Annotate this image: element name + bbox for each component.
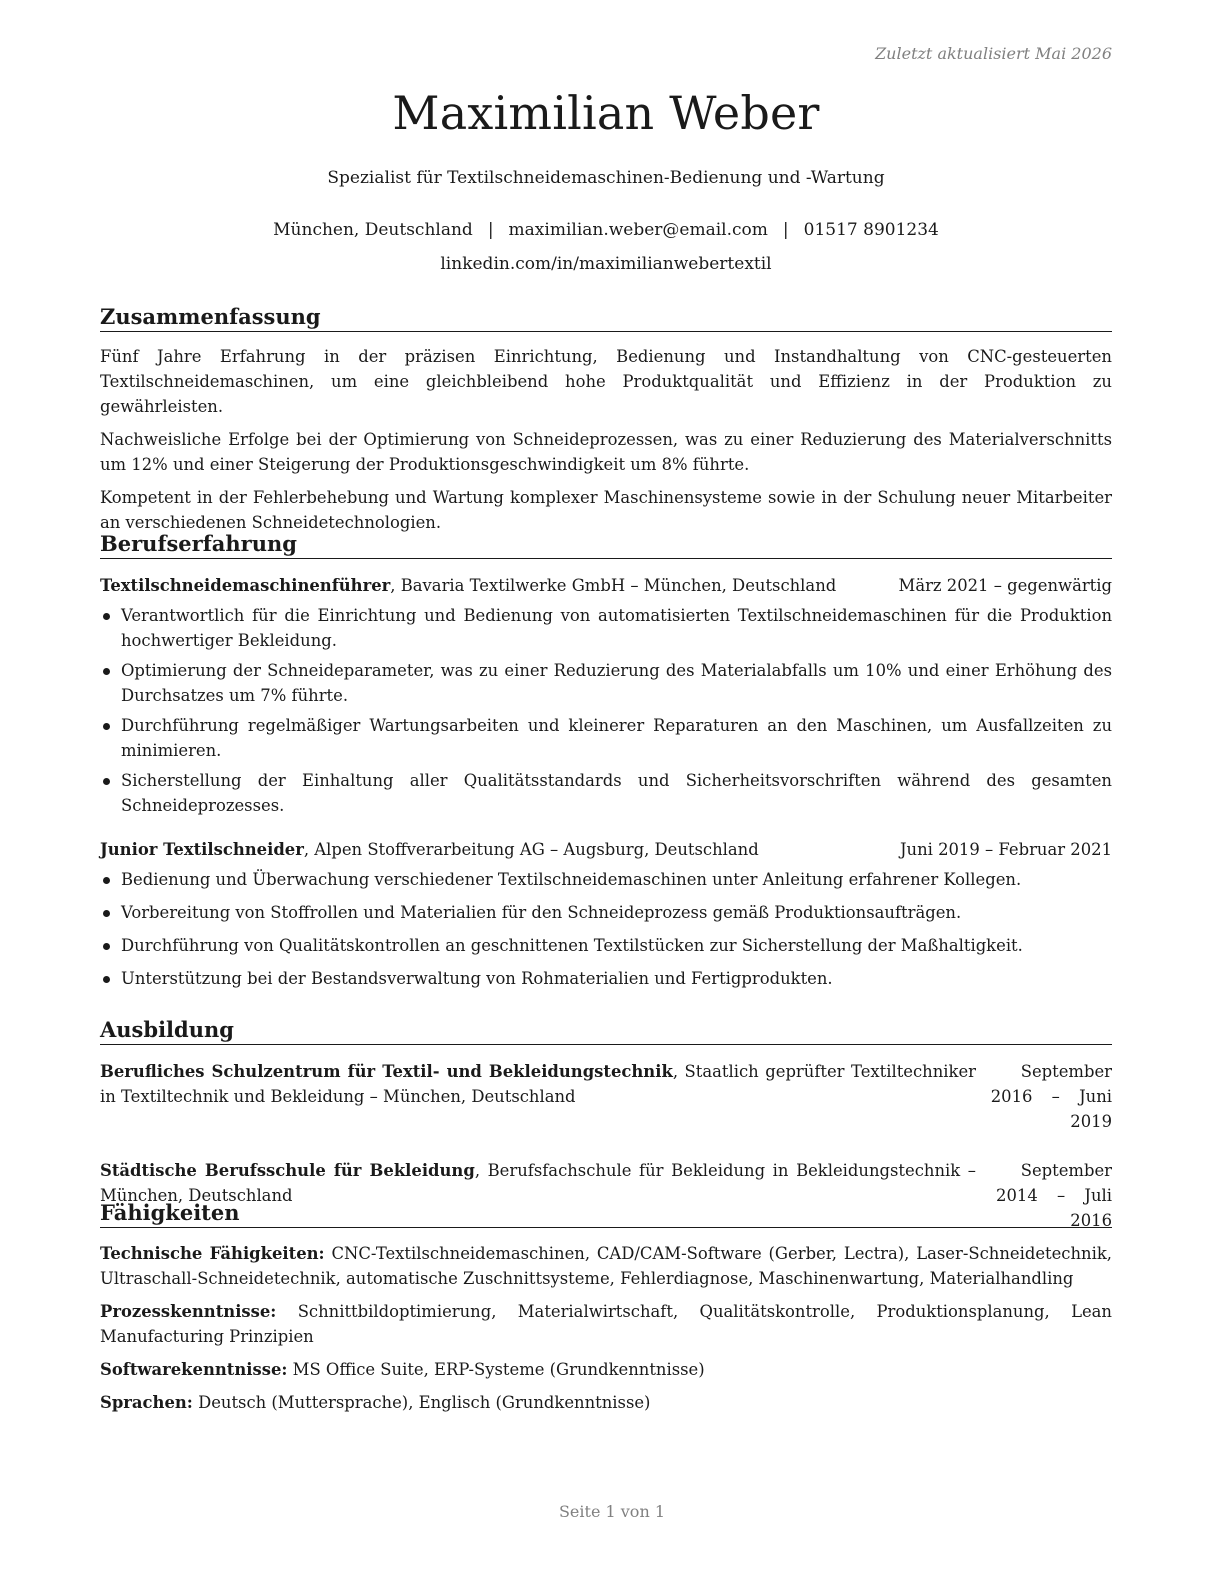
job-company: , Bavaria Textilwerke GmbH – München, Deutschland [390, 576, 837, 595]
skill-value: MS Office Suite, ERP-Systeme (Grundkenntnisse) [287, 1360, 705, 1379]
candidate-name: Maximilian Weber [392, 86, 820, 140]
job-bullets [100, 867, 1112, 991]
section-title-education: Ausbildung [100, 1017, 1112, 1045]
last-updated: Zuletzt aktualisiert Mai 2026 [875, 44, 1112, 63]
job-header [100, 573, 1112, 598]
skill-row [100, 1357, 1112, 1382]
contact-email[interactable]: maximilian.weber@email.com [508, 220, 768, 240]
list-item: Optimierung der Schneideparameter, was zu einer Reduzierung des Materialabfalls um 10% und einer Erhöhung des Durchsatzes um 7% führte. [100, 658, 1112, 708]
education-details: , Staatlich geprüfter Textiltechniker in Textiltechnik und Bekleidung – München, Deutschland [100, 1062, 977, 1106]
section-title-summary: Zusammenfassung [100, 304, 1112, 332]
job-title-line [100, 573, 836, 598]
education-main [100, 1059, 976, 1134]
skill-row [100, 1390, 1112, 1415]
skill-row [100, 1241, 1112, 1291]
education-school: Städtische Berufsschule für Bekleidung [100, 1161, 475, 1180]
summary-paragraph: Kompetent in der Fehlerbehebung und Wartung komplexer Maschinensysteme sowie in der Schulung neuer Mitarbeiter an verschiedenen Schneidetechnologien. [100, 488, 1112, 532]
job-dates: Juni 2019 – Februar 2021 [899, 840, 1112, 859]
skill-row [100, 1299, 1112, 1349]
job-dates: März 2021 – gegenwärtig [898, 576, 1112, 595]
skill-value: Schnittbildoptimierung, Materialwirtschaft, Qualitätskontrolle, Produktionsplanung, Lean Manufacturing Prinzipien [100, 1302, 1112, 1346]
contact-location: München, Deutschland [273, 220, 473, 240]
skills-section [100, 1200, 1112, 1415]
candidate-subtitle: Spezialist für Textilschneidemaschinen-Bedienung und -Wartung [327, 168, 885, 188]
summary-paragraph: Fünf Jahre Erfahrung in der präzisen Einrichtung, Bedienung und Instandhaltung von CNC-gesteuerten Textilschneidemaschinen, um eine gleichbleibend hohe Produktqualität und Effizienz in der Produktion zu gewährleisten. [100, 347, 1112, 416]
contact-line [100, 220, 1112, 240]
list-item: Durchführung regelmäßiger Wartungsarbeiten und kleinerer Reparaturen an den Maschinen, um Ausfallzeiten zu minimieren. [100, 713, 1112, 763]
list-item: Bedienung und Überwachung verschiedener Textilschneidemaschinen unter Anleitung erfahrener Kollegen. [100, 867, 1112, 892]
job-entry [100, 837, 1112, 991]
summary-section [100, 304, 1112, 535]
education-details: , Berufsfachschule für Bekleidung in Bekleidungstechnik – München, Deutschland [100, 1161, 976, 1205]
contact-separator: | [487, 220, 494, 240]
job-entry [100, 573, 1112, 818]
job-role: Junior Textilschneider [100, 840, 304, 859]
skill-label: Technische Fähigkeiten: [100, 1244, 325, 1263]
job-title-line [100, 837, 759, 862]
education-school: Berufliches Schulzentrum für Textil- und Bekleidungstechnik [100, 1062, 673, 1081]
job-role: Textilschneidemaschinenführer [100, 576, 391, 595]
job-bullets [100, 603, 1112, 818]
skill-label: Prozesskenntnisse: [100, 1302, 277, 1321]
job-header [100, 837, 1112, 862]
contact-phone: 01517 8901234 [803, 220, 939, 240]
job-company: , Alpen Stoffverarbeitung AG – Augsburg, Deutschland [303, 840, 759, 859]
contact-separator: | [782, 220, 789, 240]
education-dates: September 2016 – Juni 2019 [990, 1062, 1112, 1131]
section-title-experience: Berufserfahrung [100, 531, 1112, 559]
list-item: Unterstützung bei der Bestandsverwaltung von Rohmaterialien und Fertigprodukten. [100, 966, 1112, 991]
skill-label: Sprachen: [100, 1393, 193, 1412]
page-number: Seite 1 von 1 [558, 1502, 666, 1521]
education-entry [100, 1059, 1112, 1134]
experience-section [100, 531, 1112, 991]
skill-label: Softwarekenntnisse: [100, 1360, 288, 1379]
list-item: Verantwortlich für die Einrichtung und Bedienung von automatisierten Textilschneidemaschinen für die Produktion hochwertiger Bekleidung. [100, 603, 1112, 653]
summary-paragraph: Nachweisliche Erfolge bei der Optimierung von Schneideprozessen, was zu einer Reduzierung des Materialverschnitts um 12% und einer Steigerung der Produktionsgeschwindigkeit um 8% führte. [100, 430, 1112, 474]
section-title-skills: Fähigkeiten [100, 1200, 1112, 1228]
skill-value: CNC-Textilschneidemaschinen, CAD/CAM-Software (Gerber, Lectra), Laser-Schneidetechnik, Ultraschall-Schneidetechnik, automatische Zuschnittsysteme, Fehlerdiagnose, Maschinenwartung, Materialhandling [100, 1244, 1112, 1288]
list-item: Vorbereitung von Stoffrollen und Materialien für den Schneideprozess gemäß Produktionsaufträgen. [100, 900, 1112, 925]
list-item: Durchführung von Qualitätskontrollen an geschnittenen Textilstücken zur Sicherstellung der Maßhaltigkeit. [100, 933, 1112, 958]
contact-linkedin[interactable]: linkedin.com/in/maximilianwebertextil [440, 254, 772, 274]
education-dates: September 2014 – Juli 2016 [996, 1161, 1112, 1230]
skill-value: Deutsch (Muttersprache), Englisch (Grundkenntnisse) [192, 1393, 651, 1412]
list-item: Sicherstellung der Einhaltung aller Qualitätsstandards und Sicherheitsvorschriften während des gesamten Schneideprozesses. [100, 768, 1112, 818]
